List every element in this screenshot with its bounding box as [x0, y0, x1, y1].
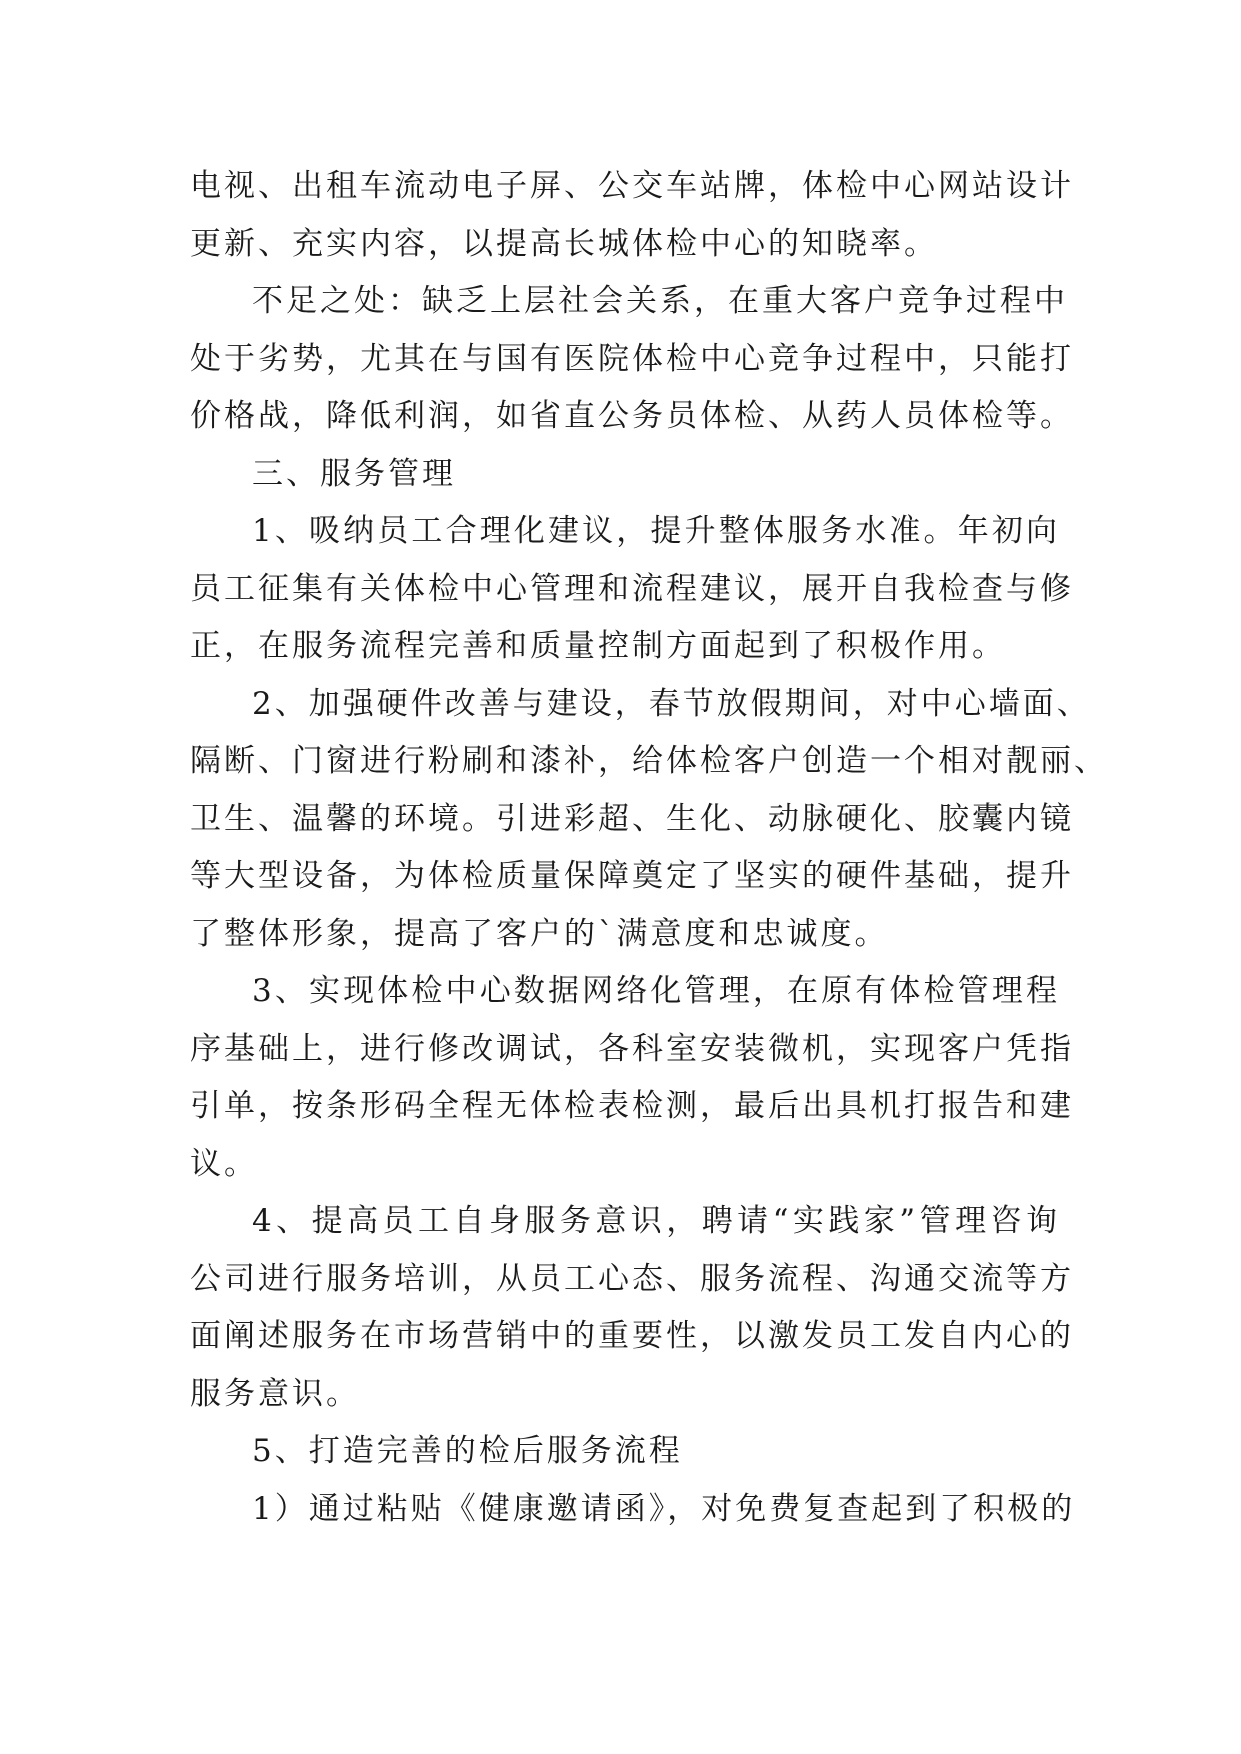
text-line: 不足之处：缺乏上层社会关系，在重大客户竞争过程中: [252, 283, 1068, 319]
text-line: 4、提高员工自身服务意识，聘请“实践家”管理咨询: [252, 1203, 1060, 1239]
text-line: 公司进行服务培训，从员工心态、服务流程、沟通交流等方: [190, 1260, 1074, 1297]
text-line: 3、实现体检中心数据网络化管理，在原有体检管理程: [252, 973, 1060, 1009]
text-line: 议。: [190, 1145, 258, 1182]
document-body: [190, 158, 1108, 1538]
text-line: 卫生、温馨的环境。引进彩超、生化、动脉硬化、胶囊内镜: [190, 800, 1074, 837]
text-line: 价格战，降低利润，如省直公务员体检、从药人员体检等。: [190, 398, 1074, 434]
text-line: 1、吸纳员工合理化建议，提升整体服务水准。年初向: [252, 513, 1060, 549]
text-line: 正，在服务流程完善和质量控制方面起到了积极作用。: [190, 628, 1006, 664]
text-line: 更新、充实内容，以提高长城体检中心的知晓率。: [190, 225, 938, 262]
text-line: 面阐述服务在市场营销中的重要性，以激发员工发自内心的: [190, 1318, 1074, 1354]
text-line: 1）通过粘贴《健康邀请函》，对免费复查起到了积极的: [252, 1490, 1076, 1527]
text-line: 引单，按条形码全程无体检表检测，最后出具机打报告和建: [190, 1088, 1074, 1124]
section-heading: 三、服务管理: [252, 455, 456, 492]
text-line: 电视、出租车流动电子屏、公交车站牌，体检中心网站设计: [190, 168, 1074, 204]
text-line: 服务意识。: [190, 1375, 360, 1412]
text-line: 员工征集有关体检中心管理和流程建议，展开自我检查与修: [190, 570, 1074, 607]
text-line: 2、加强硬件改善与建设，春节放假期间，对中心墙面、: [252, 685, 1091, 722]
text-line: 隔断、门窗进行粉刷和漆补，给体检客户创造一个相对靓丽、: [190, 743, 1108, 779]
text-line: 处于劣势，尤其在与国有医院体检中心竞争过程中，只能打: [190, 340, 1074, 377]
subsection-heading: 5、打造完善的检后服务流程: [252, 1433, 683, 1469]
text-line: 等大型设备，为体检质量保障奠定了坚实的硬件基础，提升: [190, 858, 1074, 894]
text-line: 序基础上，进行修改调试，各科室安装微机，实现客户凭指: [190, 1030, 1074, 1067]
text-line: 了整体形象，提高了客户的`满意度和忠诚度。: [190, 915, 889, 952]
